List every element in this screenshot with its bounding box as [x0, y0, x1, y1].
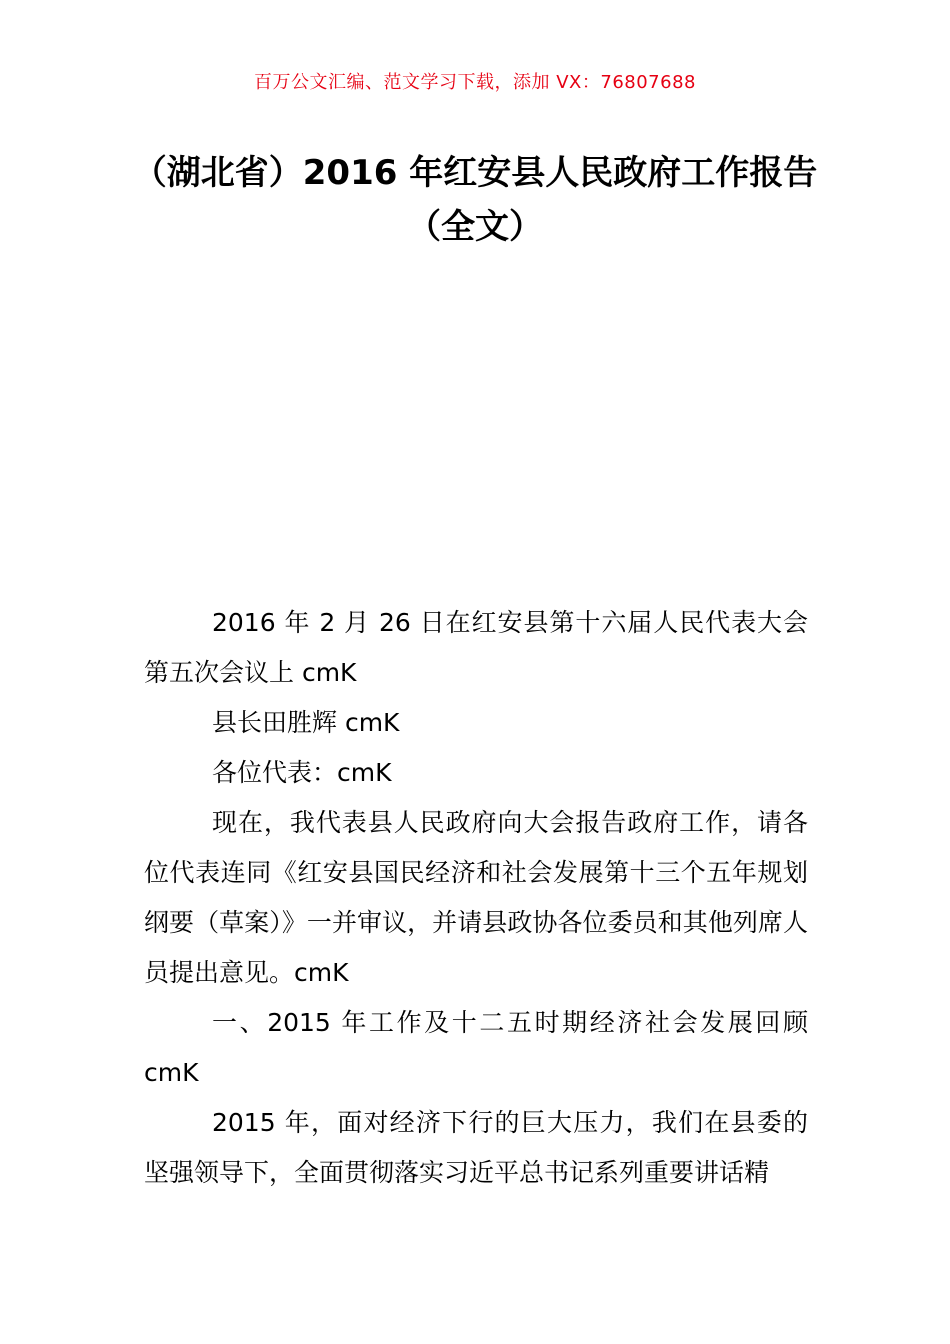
paragraph-speaker: 县长田胜辉 cmK — [212, 708, 400, 737]
paragraph-date-meeting: 2016 年 2 月 26 日在红安县第十六届人民代表大会第五次会议上 cmK — [144, 608, 808, 687]
document-title: （湖北省）2016 年红安县人民政府工作报告（全文） — [132, 153, 818, 247]
document-body — [144, 598, 808, 1198]
paragraph-intro: 现在，我代表县人民政府向大会报告政府工作，请各位代表连同《红安县国民经济和社会发展第十三个五年规划纲要（草案）》一并审议，并请县政协各位委员和其他列席人员提出意见。cmK — [144, 808, 808, 987]
section-heading-1: 一、2015 年工作及十二五时期经济社会发展回顾 cmK — [144, 1008, 808, 1087]
paragraph-salutation: 各位代表：cmK — [212, 758, 392, 787]
paragraph-review: 2015 年，面对经济下行的巨大压力，我们在县委的坚强领导下，全面贯彻落实习近平总书记系列重要讲话精 — [144, 1108, 808, 1187]
promo-header: 百万公文汇编、范文学习下载，添加 VX：76807688 — [254, 72, 696, 93]
